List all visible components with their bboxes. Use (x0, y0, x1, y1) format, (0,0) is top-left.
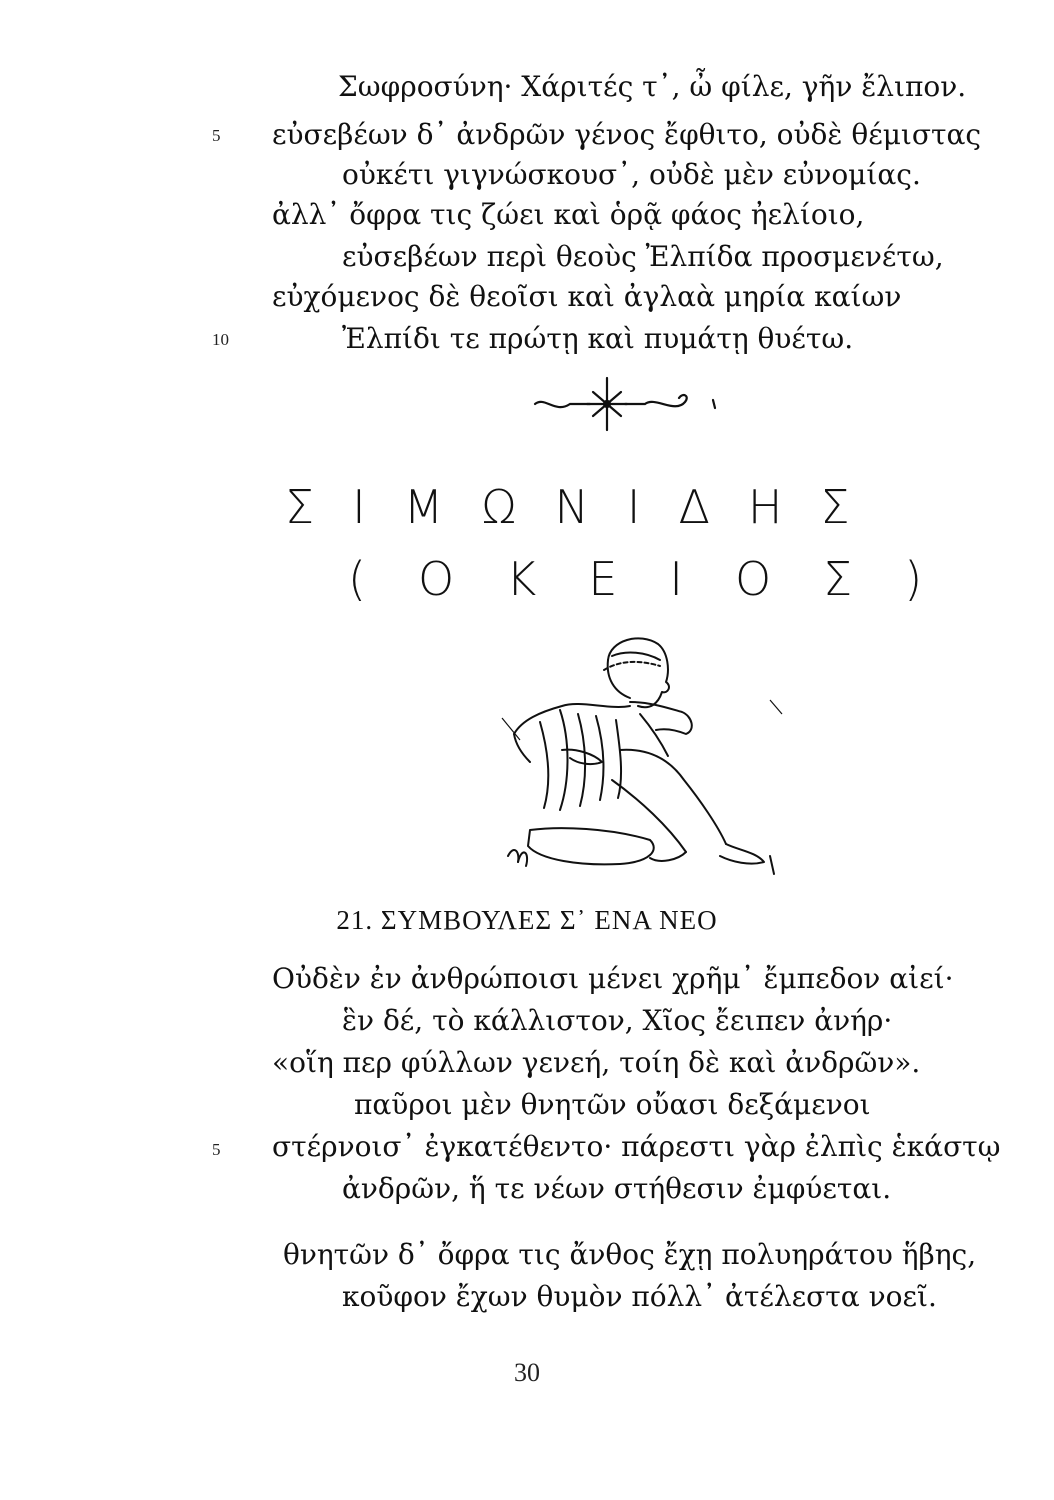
poem-line: ἀνδρῶν, ἥ τε νέων στήθεσιν ἐμφύεται. (342, 1172, 892, 1205)
line-number: 10 (212, 330, 229, 349)
poem-line: ἀλλ᾽ ὄφρα τις ζώει καὶ ὁρᾷ φάος ἠελίοιο, (272, 198, 865, 231)
poem-line: Ἐλπίδι τε πρώτῃ καὶ πυμάτῃ θυέτω. (342, 322, 854, 355)
line-number: 5 (212, 126, 221, 145)
poem-line: εὐσεβέων περὶ θεοὺς Ἐλπίδα προσμενέτω, (342, 240, 944, 273)
author-heading: ΣΙΜΩΝΙΔΗΣ (285, 480, 888, 534)
star-flourish-icon (525, 370, 725, 440)
poem-line: εὐχόμενος δὲ θεοῖσι καὶ ἀγλαὰ μηρία καίων (272, 280, 902, 313)
poem-line: «οἵη περ φύλλων γενεή, τοίη δὲ καὶ ἀνδρῶν». (272, 1046, 921, 1079)
poem-line: οὐκέτι γιγνώσκουσ᾽, οὐδὲ μὲν εὐνομίας. (342, 158, 921, 191)
line-number: 5 (212, 1140, 221, 1159)
poem-line: ἓν δέ, τὸ κάλλιστον, Χῖος ἔειπεν ἀνήρ· (342, 1004, 893, 1037)
poem-line: θνητῶν δ᾽ ὄφρα τις ἄνθος ἔχῃ πολυηράτου ἥβης, (283, 1238, 977, 1271)
seated-youth-illustration (500, 630, 790, 880)
poem-line: παῦροι μὲν θνητῶν οὔασι δεξάμενοι (354, 1088, 871, 1121)
page-number: 30 (514, 1358, 540, 1387)
section-title: 21. ΣΥΜΒΟΥΛΕΣ Σ᾽ ΕΝΑ ΝΕΟ (336, 905, 718, 935)
poem-line: στέρνοισ᾽ ἐγκατέθεντο· πάρεστι γὰρ ἐλπὶς ἑκάστῳ (272, 1130, 1001, 1163)
author-origin: (ΟΚΕΙΟΣ) (348, 552, 975, 606)
poem-line: κοῦφον ἔχων θυμὸν πόλλ᾽ ἀτέλεστα νοεῖ. (342, 1280, 937, 1313)
poem-line: Οὐδὲν ἐν ἀνθρώποισι μένει χρῆμ᾽ ἔμπεδον αἰεί· (272, 962, 954, 995)
poem-line: Σωφροσύνη· Χάριτές τ᾽, ὦ φίλε, γῆν ἔλιπον. (338, 70, 967, 103)
poem-line: εὐσεβέων δ᾽ ἀνδρῶν γένος ἔφθιτο, οὐδὲ θέμιστας (272, 118, 982, 151)
